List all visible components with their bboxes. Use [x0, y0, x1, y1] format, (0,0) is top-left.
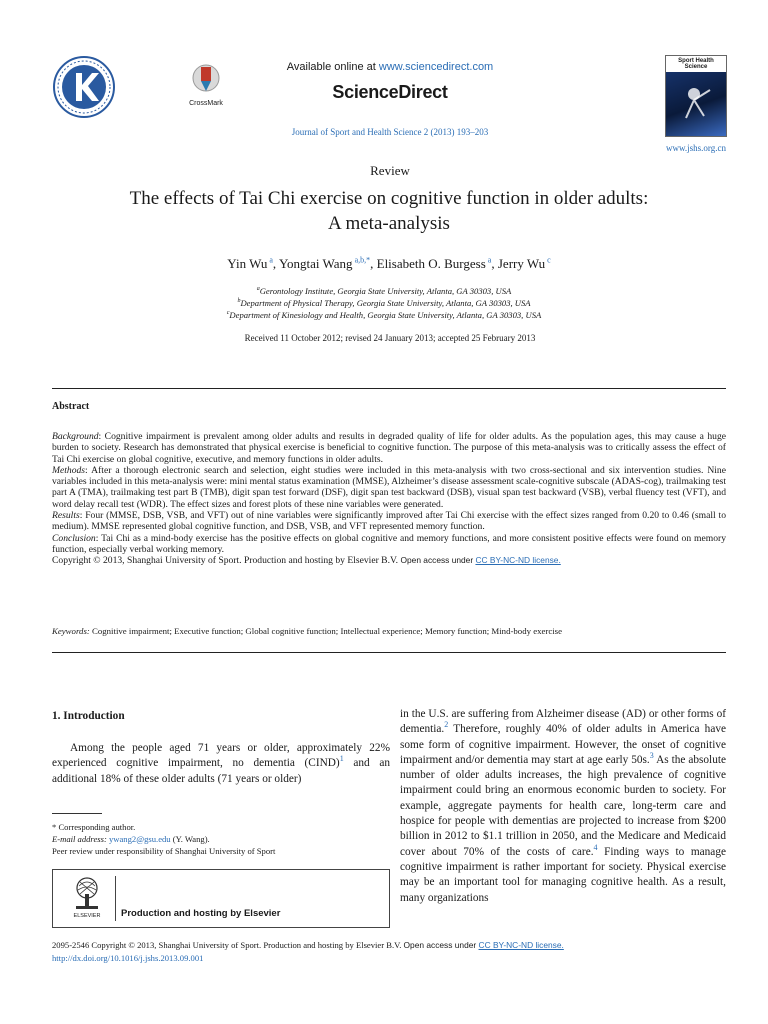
elsevier-divider [115, 876, 116, 921]
methods-text: : After a thorough electronic search and selection, eight studies were included in this meta-analysis with two cross-sectional and six intervention studies. Nine variables included in this meta-analysis were: mini mental status examination (MMSE), Alzheimer’s disease assessment scale-cognitive subscale (ADAS-cog), trailmaking test part A (TMA), trailmaking test part B (TMB), digit span test forward (DSF), digit span test backward (DSB), visual span test backward (VSB), verbal fluency test (VFT), and word delay recall test (WDR). The effect sizes and forest plots of these nine variables were generated. [52, 464, 726, 510]
ref-3[interactable]: 3 [649, 751, 654, 761]
aff-text-c: Department of Kinesiology and Health, Georgia State University, Atlanta, GA 30303, USA [229, 310, 542, 320]
author-affiliation-sup[interactable]: a,b,* [352, 255, 371, 265]
article-type: Review [370, 163, 410, 178]
abstract-conclusion [52, 533, 726, 556]
conclusion-label: Conclusion [52, 532, 96, 544]
available-online [0, 61, 768, 73]
author-separator: , [272, 256, 279, 271]
aff-text-b: Department of Physical Therapy, Georgia State University, Atlanta, GA 30303, USA [240, 298, 531, 308]
background-label: Background [52, 431, 99, 442]
background-text: : Cognitive impairment is prevalent among older adults and results in degraded quality of life for older adults. As the population ages, this may cause a huge burden to society. Research has demonstrated that physical exercise is beneficial to cognitive function. The purpose of this meta-analysis was to critically assess the effect of Tai Chi exercise on global cognitive, executive, and memory functions in older adults. [52, 431, 726, 465]
footer-license-link[interactable]: CC BY-NC-ND license. [478, 940, 564, 950]
author-separator: , [370, 256, 377, 271]
elsevier-box [52, 869, 390, 928]
footer-doi-link[interactable]: http://dx.doi.org/10.1016/j.jshs.2013.09.001 [52, 953, 204, 963]
results-label: Results [52, 510, 80, 522]
abstract-top-rule [52, 388, 726, 389]
author-name: Yongtai Wang [278, 256, 353, 271]
crossmark-label: CrossMark [189, 100, 223, 107]
title-line-1: The effects of Tai Chi exercise on cognitive function in older adults: [129, 188, 649, 209]
aff-text-a: Gerontology Institute, Georgia State University, Atlanta, GA 30303, USA [259, 286, 512, 296]
article-title [0, 186, 768, 236]
elsevier-logo [65, 876, 109, 922]
cover-title: Sport Health Science [666, 56, 726, 72]
author-separator: , [491, 256, 498, 271]
corresponding-author: * Corresponding author. [52, 822, 136, 832]
abstract-background [52, 431, 726, 465]
aff-sup-a: a [256, 286, 260, 293]
email-label: E-mail address: [52, 834, 107, 844]
license-link[interactable]: CC BY-NC-ND license. [475, 555, 561, 566]
intro-right-a: in the U.S. are suffering from Alzheimer disease (AD) or other forms of dementia. [400, 708, 726, 736]
author-affiliation-sup[interactable]: a [485, 255, 492, 265]
keywords-label: Keywords: [52, 626, 90, 636]
sciencedirect-link[interactable]: www.sciencedirect.com [378, 61, 494, 73]
footnote-rule [52, 813, 102, 814]
elsevier-label: ELSEVIER [73, 913, 101, 919]
journal-url[interactable]: www.jshs.org.cn [666, 143, 726, 153]
ref-1[interactable]: 1 [339, 754, 344, 764]
author-list [0, 256, 768, 272]
intro-right-c: As the absolute number of older adults increases, the high prevalence of cognitive impairment could bring an enormous economic burden to society. For example, aggregate payments for health care, long-term care and hospice for people with dementias are projected to increase from $200 billion in 2012 to $1.1 trillion in 2050, and the Medicare and Medicaid cover about 70% of the costs of care. [400, 753, 726, 858]
elsevier-tree-icon [70, 876, 104, 910]
section-heading-introduction: 1. Introduction [52, 710, 125, 722]
intro-right-d: Finding ways to manage cognitive impairment is rather important for society. Physical exercise may be an important tool for managing cognitive health. As a result, many organizations [400, 845, 726, 904]
keywords [52, 626, 726, 636]
footer-copyright [52, 940, 732, 950]
intro-p1b-text: and an additional 18% of these older adults (71 years or older) [52, 757, 390, 785]
email-line [52, 833, 390, 845]
author-name: Elisabeth O. Burgess [376, 256, 486, 271]
affiliation-b [0, 298, 768, 308]
abstract-copyright [52, 555, 726, 566]
footnotes [52, 821, 390, 857]
affiliation-c [0, 310, 768, 320]
author-name: Jerry Wu [497, 256, 546, 271]
abstract-bottom-rule [52, 652, 726, 653]
affiliation-a [0, 286, 768, 296]
sciencedirect-brand: ScienceDirect [332, 82, 448, 102]
open-access-text: Open access under [400, 555, 476, 566]
author-affiliation-sup[interactable]: a [267, 255, 273, 265]
abstract-methods [52, 465, 726, 510]
available-online-text: Available online at [286, 61, 379, 73]
aff-sup-c: c [226, 310, 230, 317]
journal-citation[interactable]: Journal of Sport and Health Science 2 (2013) 193–203 [291, 127, 489, 137]
production-hosting: Production and hosting by Elsevier [121, 908, 281, 919]
keywords-text: Cognitive impairment; Executive function; Global cognitive function; Intellectual experience; Memory function; Mind-body exercise [89, 626, 563, 636]
author-affiliation-sup[interactable]: c [545, 255, 551, 265]
intro-right-b: Therefore, roughly 40% of older adults in America have some form of cognitive impairment. However, the onset of cognitive impairment and/or dementia may start at age early 50s. [400, 723, 726, 766]
email-suffix: (Y. Wang). [170, 834, 210, 844]
title-line-2: A meta-analysis [328, 213, 450, 234]
journal-cover [665, 55, 727, 137]
footer-issn: 2095-2546 Copyright © 2013, Shanghai University of Sport. Production and hosting by Elsevier B.V. [52, 940, 404, 950]
abstract-results [52, 510, 726, 533]
author-name: Yin Wu [227, 256, 268, 271]
intro-paragraph-right [400, 707, 726, 906]
abstract-body [52, 431, 726, 567]
methods-label: Methods [52, 464, 86, 476]
peer-review-note: Peer review under responsibility of Shanghai University of Sport [52, 846, 276, 856]
received-dates: Received 11 October 2012; revised 24 January 2013; accepted 25 February 2013 [244, 333, 536, 343]
results-text: : Four (MMSE, DSB, VSB, and VFT) out of nine variables were significantly improved after Tai Chi exercise with the effect sizes ranged from 0.20 to 0.46 (small to medium). MMSE represented global cognitive function, and DSB, VSB, and VFT represented memory function. [52, 510, 726, 533]
ref-2[interactable]: 2 [444, 720, 449, 730]
conclusion-text: : Tai Chi as a mind-body exercise has the positive effects on global cognitive and memory functions, and more consistent positive effects were found on memory function, especially verbal working memory. [52, 532, 726, 555]
copyright-text: Copyright © 2013, Shanghai University of Sport. Production and hosting by Elsevier B.V. [52, 555, 401, 567]
intro-p1-text: Among the people aged 71 years or older, approximately 22% experienced cognitive impairment, no dementia (CIND) [52, 742, 390, 770]
abstract-heading: Abstract [52, 401, 90, 412]
footer-open-access: Open access under [403, 940, 479, 950]
intro-paragraph-left [52, 741, 390, 787]
email-link[interactable]: ywang2@gsu.edu [108, 834, 171, 844]
ref-4[interactable]: 4 [593, 842, 598, 852]
aff-sup-b: b [237, 298, 241, 305]
